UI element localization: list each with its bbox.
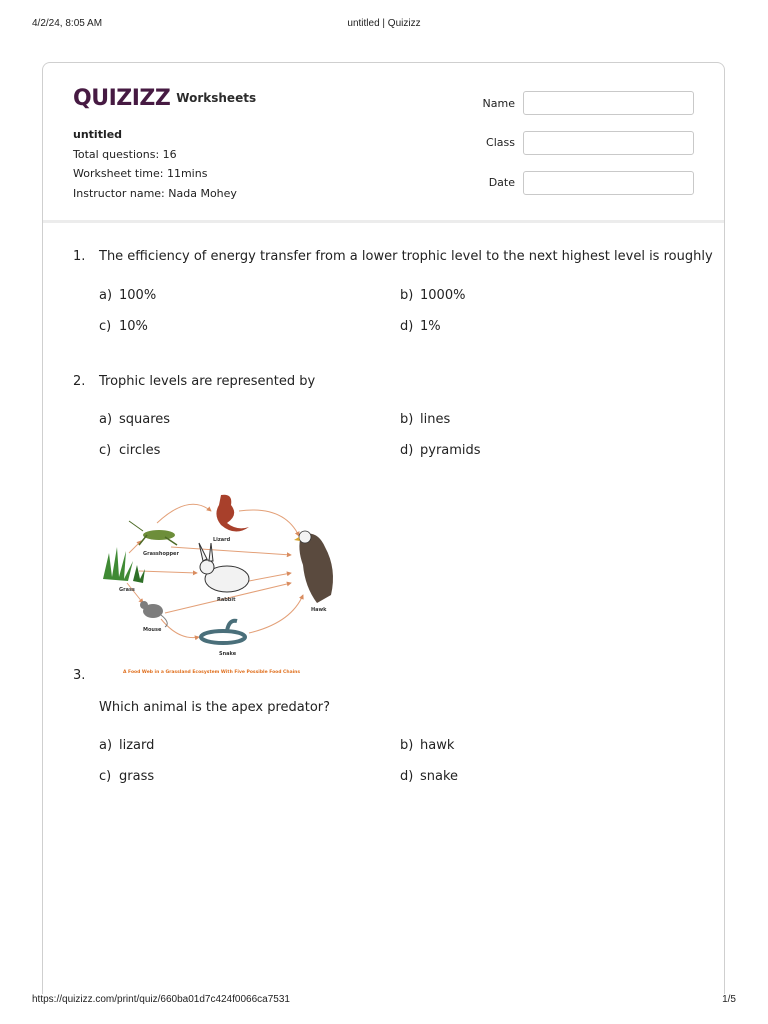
option-text: pyramids [420,443,481,458]
name-label: Name [482,97,515,110]
question-number: 2. [73,374,86,389]
option-text: grass [119,769,155,784]
option-a[interactable]: a) 100% [99,288,157,303]
name-field[interactable] [523,91,694,115]
date-field[interactable] [523,171,694,195]
option-text: 100% [119,288,157,303]
question-text: Which animal is the apex predator? [99,700,331,715]
mouse-figure [140,601,167,627]
arrow-snake-hawk [249,595,303,633]
option-c[interactable]: c) circles [99,443,161,458]
option-d[interactable]: d) 1% [400,319,441,334]
food-web-image [99,491,339,683]
label-grasshopper: Grasshopper [143,551,179,557]
print-footer [32,994,736,1008]
print-page-title: untitled | Quizizz [347,18,421,29]
option-text: lines [420,412,451,427]
label-rabbit: Rabbit [217,597,236,603]
label-snake: Snake [219,651,237,657]
option-text: circles [119,443,161,458]
label-hawk: Hawk [311,607,327,613]
arrow-rabbit-hawk [249,573,291,581]
option-b[interactable]: b) hawk [400,738,455,753]
hawk-figure [294,531,333,603]
option-text: 1000% [420,288,466,303]
class-label: Class [486,136,515,149]
lizard-figure [216,495,249,532]
print-header [32,18,736,32]
quizizz-logo [73,83,256,113]
arrow-grass-rabbit [139,571,197,573]
total-questions: Total questions: 16 [73,147,177,161]
option-d[interactable]: d) pyramids [400,443,481,458]
option-text: 1% [420,319,441,334]
option-b[interactable]: b) lines [400,412,451,427]
snake-figure [201,621,245,643]
option-c[interactable]: c) 10% [99,319,148,334]
worksheet-info [73,125,237,203]
grasshopper-figure [129,521,177,545]
option-d[interactable]: d) snake [400,769,459,784]
question-text: Trophic levels are represented by [99,374,316,389]
grass-figure [103,547,145,583]
arrow-lizard-hawk [239,510,299,536]
class-field[interactable] [523,131,694,155]
option-text: hawk [420,738,455,753]
label-lizard: Lizard [213,537,231,543]
question-number: 1. [73,249,86,264]
arrow-grass-mouse [127,583,143,603]
print-datetime: 4/2/24, 8:05 AM [32,18,103,29]
date-label: Date [488,176,515,189]
option-text: squares [119,412,171,427]
print-page-number: 1/5 [722,994,736,1005]
option-text: 10% [119,319,148,334]
arrow-grasshopper-hawk [171,547,291,555]
option-text: snake [420,769,459,784]
worksheet-header [43,63,724,223]
option-text: lizard [119,738,155,753]
option-a[interactable]: a) squares [99,412,171,427]
worksheet-title: untitled [73,128,123,141]
worksheet-card [42,62,725,994]
label-grass: Grass [119,587,135,593]
print-url: https://quizizz.com/print/quiz/660ba01d7c424f0066ca7531 [32,994,290,1005]
arrow-grasshopper-lizard [157,504,211,523]
worksheet-time: Worksheet time: 11mins [73,167,208,180]
logo-product: Worksheets [176,91,257,105]
arrow-grass-grasshopper [129,541,141,553]
option-a[interactable]: a) lizard [99,738,155,753]
question-text: The efficiency of energy transfer from a lower trophic level to the next highest level is roughly [99,249,713,264]
food-web-caption: A Food Web in a Grassland Ecosystem With Five Possible Food Chains [123,670,301,675]
option-c[interactable]: c) grass [99,769,155,784]
logo-wordmark: QUIZIZZ [73,85,171,111]
option-b[interactable]: b) 1000% [400,288,466,303]
label-mouse: Mouse [143,627,162,633]
question-number: 3. [73,668,86,683]
instructor-name: Instructor name: Nada Mohey [73,186,237,200]
